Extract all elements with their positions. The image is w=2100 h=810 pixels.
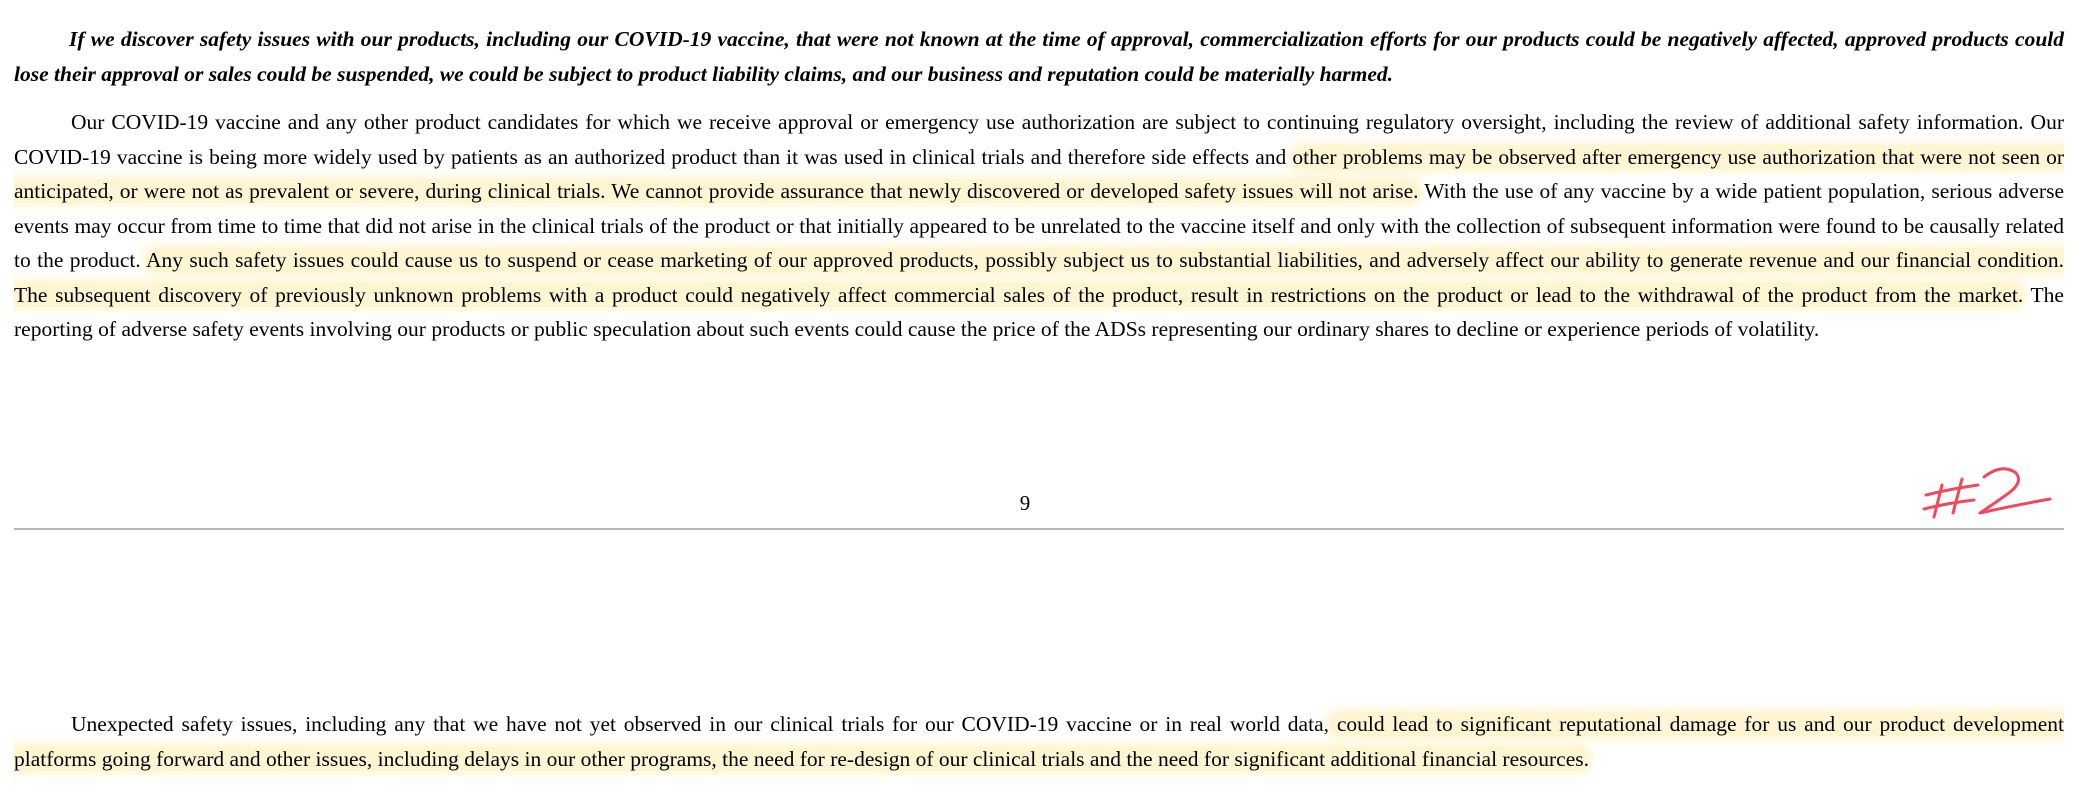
highlighted-text: Any such safety issues could cause us to suspend or cease marketing of our approved products, possibly subject us to substantial liabilities, and adversely affect our ability to generate revenue and our financial condition. The subsequent discovery of previously unknown problems with a product could negatively affect commercial sales of the product, result in restrictions on the product or lead to the withdrawal of the product from the market.: [14, 248, 2065, 307]
paragraph-text: Our COVID-19 vaccine and any other product candidates for which we receive approval or emergency use authorization are subject to continuing regulatory oversight, including the review of additional safety information. Our COVID-19 vaccine is being more widely used by patients as an authorized product than it was used in clinical trials and therefore side effects and: [14, 110, 2064, 169]
page-number: 9: [1019, 491, 1031, 515]
handwritten-annotation: [1920, 455, 2060, 535]
highlighted-text: could lead to significant reputational damage for us and our product development platforms going forward and other issues, including delays in our other programs, the need for re-design of our clinical trials and the need for significant additional financial resources.: [14, 712, 2065, 771]
paragraph-text: Unexpected safety issues, including any that we have not yet observed in our clinical trials for our COVID-19 vaccine or in real world data,: [71, 712, 1329, 736]
highlighted-text: other problems may be observed after emergency use authorization that were not seen or anticipated, or were not as prevalent or severe, during clinical trials. We cannot provide assurance that newly discovered or developed safety issues will not arise.: [14, 144, 2064, 203]
risk-factor-heading: If we discover safety issues with our products, including our COVID-19 vaccine, that were not known at the time of approval, commercialization efforts for our products could be negatively affected, approved products could lose their approval or sales could be suspended, we could be subject to product liability claims, and our business and reputation could be materially harmed.: [14, 27, 2064, 86]
risk-factor-paragraph: [14, 105, 2064, 347]
page-divider: [14, 528, 2064, 530]
lower-section: [14, 707, 2064, 776]
paragraph-text: The reporting of adverse safety events involving our products or public speculation about such events could cause the price of the ADSs representing our ordinary shares to decline or experience periods of volatility.: [14, 282, 2064, 341]
upper-section: [14, 22, 2064, 347]
paragraph-text: With the use of any vaccine by a wide patient population, serious adverse events may occur from time to time that did not arise in the clinical trials of the product or that initially appeared to be unrelated to the vaccine itself and only with the collection of subsequent information were found to be causally related to the product.: [14, 179, 2064, 272]
safety-paragraph: [14, 707, 2064, 776]
